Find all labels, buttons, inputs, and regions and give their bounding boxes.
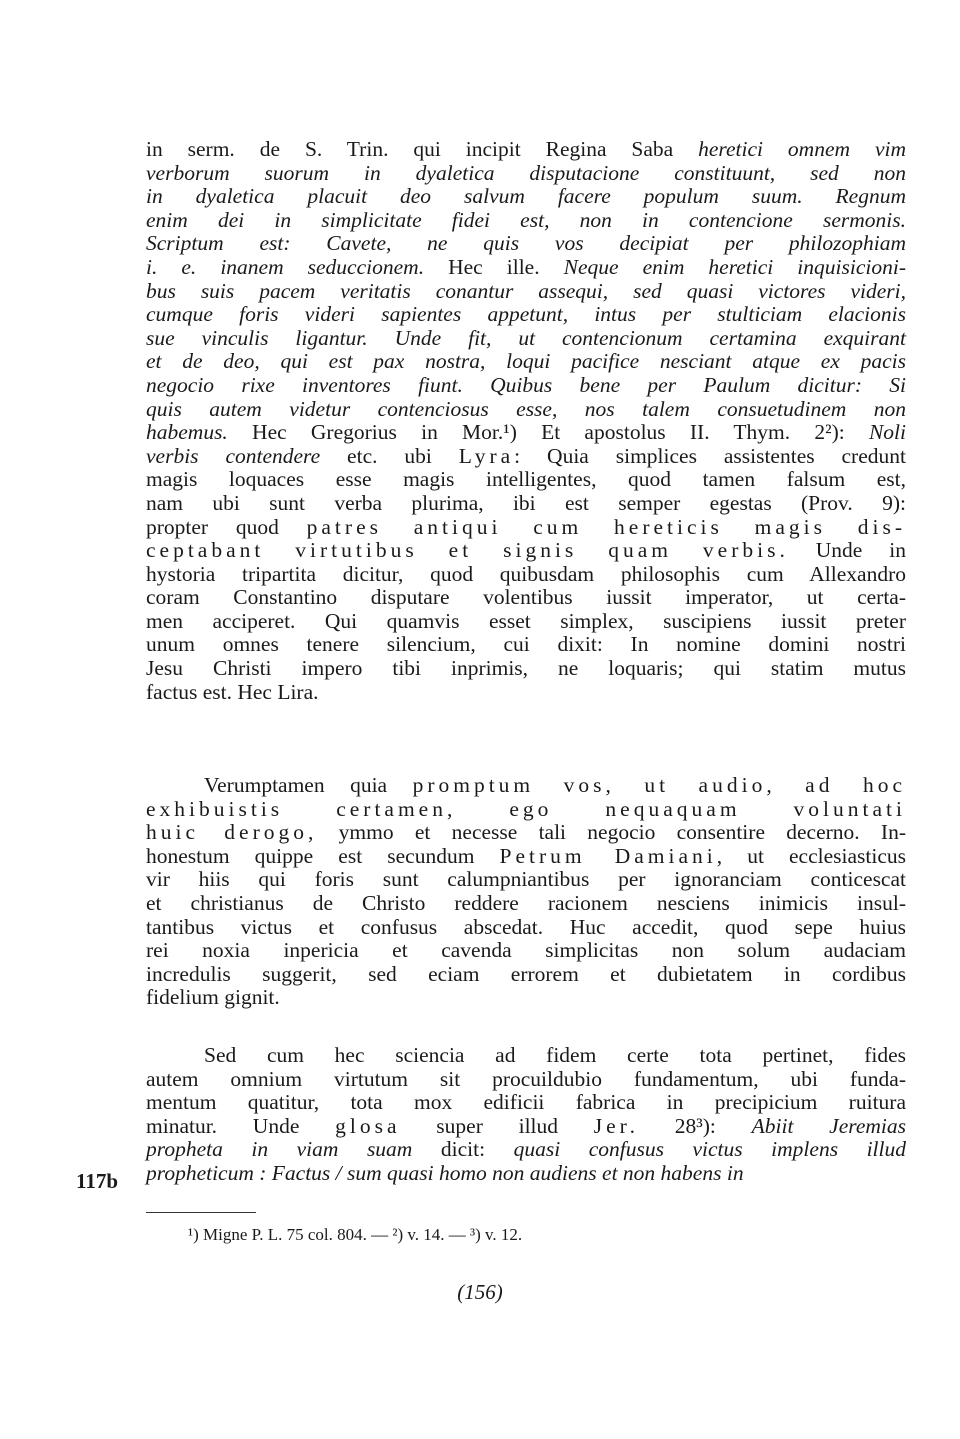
text-line <box>146 939 906 963</box>
text-segment: tantibus victus et confusus abscedat. Huc accedit, quod sepe huius <box>146 914 906 939</box>
text-line <box>146 232 906 256</box>
text-segment: propter quod <box>146 514 307 539</box>
italic-text: propheta in viam suam <box>146 1137 413 1162</box>
italic-text: quasi confusus victus implens illud <box>513 1137 907 1162</box>
text-line <box>146 963 906 987</box>
text-segment: Sed cum hec sciencia ad fidem certe tota pertinet, fides <box>204 1043 906 1067</box>
text-line <box>146 516 906 540</box>
text-line <box>146 1138 906 1162</box>
italic-text: propheticum : Factus / sum quasi homo non audiens et non habens in <box>146 1160 744 1185</box>
margin-folio-note: 117b <box>76 1169 119 1193</box>
italic-text: verbis contendere <box>146 443 321 468</box>
text-segment: unum omnes tenere silencium, cui dixit: In nomine domini nostri <box>146 632 906 657</box>
text-segment: mentum quatitur, tota mox edificii fabrica in precipicium ruitura <box>146 1090 906 1115</box>
text-line <box>146 916 906 940</box>
text-segment: et christianus de Christo reddere racionem nesciens inimicis insul- <box>146 890 906 915</box>
footnotes: ¹) Migne P. L. 75 col. 804. — ²) v. 14. — ³) v. 12. <box>188 1225 523 1244</box>
text-line <box>146 280 906 304</box>
spaced-text: Petrum Damiani <box>499 843 717 868</box>
text-line <box>146 1044 906 1068</box>
text-segment: honestum quippe est secundum <box>146 843 500 868</box>
text-segment: minatur. Unde <box>146 1113 336 1138</box>
text-segment: fidelium gignit. <box>146 985 280 1010</box>
text-line <box>146 610 906 634</box>
text-line <box>146 303 906 327</box>
text-segment: autem omnium virtutum sit procuildubio fundamentum, ubi funda- <box>146 1066 906 1091</box>
text-line <box>146 138 906 162</box>
text-line <box>146 868 906 892</box>
text-line <box>146 821 906 845</box>
text-segment: Unde in <box>788 538 907 563</box>
text-segment: 28³): <box>639 1113 752 1138</box>
text-line <box>146 986 906 1010</box>
text-line <box>146 774 906 798</box>
text-line <box>146 657 906 681</box>
spaced-text: huic derogo, <box>146 820 318 845</box>
text-line <box>146 374 906 398</box>
paragraph-2 <box>146 774 906 1010</box>
text-segment: magis loquaces esse magis intelligentes, quod tamen falsum est, <box>146 467 906 492</box>
italic-text: Noli <box>868 420 906 445</box>
spaced-text: glosa <box>335 1113 401 1138</box>
italic-text: Neque enim heretici inquisicioni- <box>563 254 906 279</box>
text-line <box>146 185 906 209</box>
text-segment: nam ubi sunt verba plurima, ibi est semper egestas (Prov. 9): <box>146 490 906 515</box>
text-segment: rei noxia inpericia et cavenda simplicitas non solum audaciam <box>146 938 906 963</box>
spaced-text: ceptabant virtutibus et signis quam verbis. <box>146 538 789 563</box>
text-segment: Verumptamen quia <box>204 773 413 797</box>
paragraph-3 <box>146 1044 906 1186</box>
text-segment: Hec ille. <box>424 254 564 279</box>
italic-text: heretici omnem vim <box>698 137 906 161</box>
text-segment: factus est. Hec Lira. <box>146 679 319 704</box>
text-segment: Jesu Christi impero tibi inprimis, ne loquaris; qui statim mutus <box>146 656 906 681</box>
spaced-text: patres antiqui cum hereticis magis dis- <box>306 514 906 539</box>
italic-text: bus suis pacem veritatis conantur assequi, sed quasi victores videri, <box>146 278 906 303</box>
text-line <box>146 209 906 233</box>
text-line <box>146 256 906 280</box>
text-line <box>146 539 906 563</box>
text-line <box>146 563 906 587</box>
spaced-text: promptum vos, ut audio, ad hoc <box>412 773 906 797</box>
footnote-divider <box>146 1212 256 1213</box>
text-segment: hystoria tripartita dicitur, quod quibusdam philosophis cum Allexandro <box>146 561 906 586</box>
italic-text: Scriptum est: Cavete, ne quis vos decipiat per philozophiam <box>146 231 906 256</box>
spaced-text: Jer. <box>593 1113 640 1138</box>
text-segment: coram Constantino disputare volentibus iussit imperator, ut certa- <box>146 585 906 610</box>
text-segment: in serm. de S. Trin. qui incipit Regina Saba <box>146 137 699 161</box>
text-line <box>146 1162 906 1186</box>
text-segment: ymmo et necesse tali negocio consentire decerno. In- <box>317 820 907 845</box>
text-line <box>146 633 906 657</box>
text-segment: Hec Gregorius in Mor.¹) Et apostolus II. Thym. 2²): <box>227 420 869 445</box>
text-line <box>146 845 906 869</box>
text-segment: : Quia simplices assistentes credunt <box>514 443 906 468</box>
text-segment: incredulis suggerit, sed eciam errorem et dubietatem in cordibus <box>146 961 906 986</box>
text-line <box>146 586 906 610</box>
italic-text: i. e. inanem seduccionem. <box>146 254 425 279</box>
italic-text: verborum suorum in dyaletica disputacione constituunt, sed non <box>146 160 906 185</box>
text-line <box>146 1091 906 1115</box>
paragraph-1 <box>146 138 906 704</box>
italic-text: Abiit Jeremias <box>751 1113 906 1138</box>
spaced-text: Lyra <box>458 443 515 468</box>
text-line <box>146 421 906 445</box>
text-line <box>146 892 906 916</box>
italic-text: in dyaletica placuit deo salvum facere populum suum. Regnum <box>146 184 906 209</box>
italic-text: enim dei in simplicitate fidei est, non in contencione sermonis. <box>146 207 906 232</box>
text-line <box>146 1068 906 1092</box>
text-line <box>146 681 906 705</box>
text-segment: vir hiis qui foris sunt calumpniantibus per ignoranciam conticescat <box>146 867 906 892</box>
italic-text: sue vinculis ligantur. Unde fit, ut contencionum certamina exquirant <box>146 325 906 350</box>
italic-text: quis autem videtur contenciosus esse, nos talem consuetudinem non <box>146 396 906 421</box>
text-segment: etc. ubi <box>320 443 459 468</box>
text-segment: super illud <box>400 1113 594 1138</box>
italic-text: cumque foris videri sapientes appetunt, intus per stulticiam elacionis <box>146 302 906 327</box>
text-line <box>146 1115 906 1139</box>
italic-text: et de deo, qui est pax nostra, loqui pacifice nesciant atque ex pacis <box>146 349 906 374</box>
text-segment: dicit: <box>412 1137 514 1162</box>
page-number: (156) <box>457 1280 503 1304</box>
text-segment: men acciperet. Qui quamvis esset simplex, suscipiens iussit preter <box>146 608 906 633</box>
text-line <box>146 327 906 351</box>
spaced-text: exhibuistis certamen, ego nequaquam voluntati <box>146 796 906 821</box>
text-line <box>146 162 906 186</box>
text-line <box>146 350 906 374</box>
text-line <box>146 798 906 822</box>
text-line <box>146 468 906 492</box>
text-segment: , ut ecclesiasticus <box>716 843 907 868</box>
italic-text: habemus. <box>146 420 228 445</box>
italic-text: negocio rixe inventores fiunt. Quibus bene per Paulum dicitur: Si <box>146 372 906 397</box>
text-line <box>146 445 906 469</box>
text-line <box>146 492 906 516</box>
text-line <box>146 398 906 422</box>
